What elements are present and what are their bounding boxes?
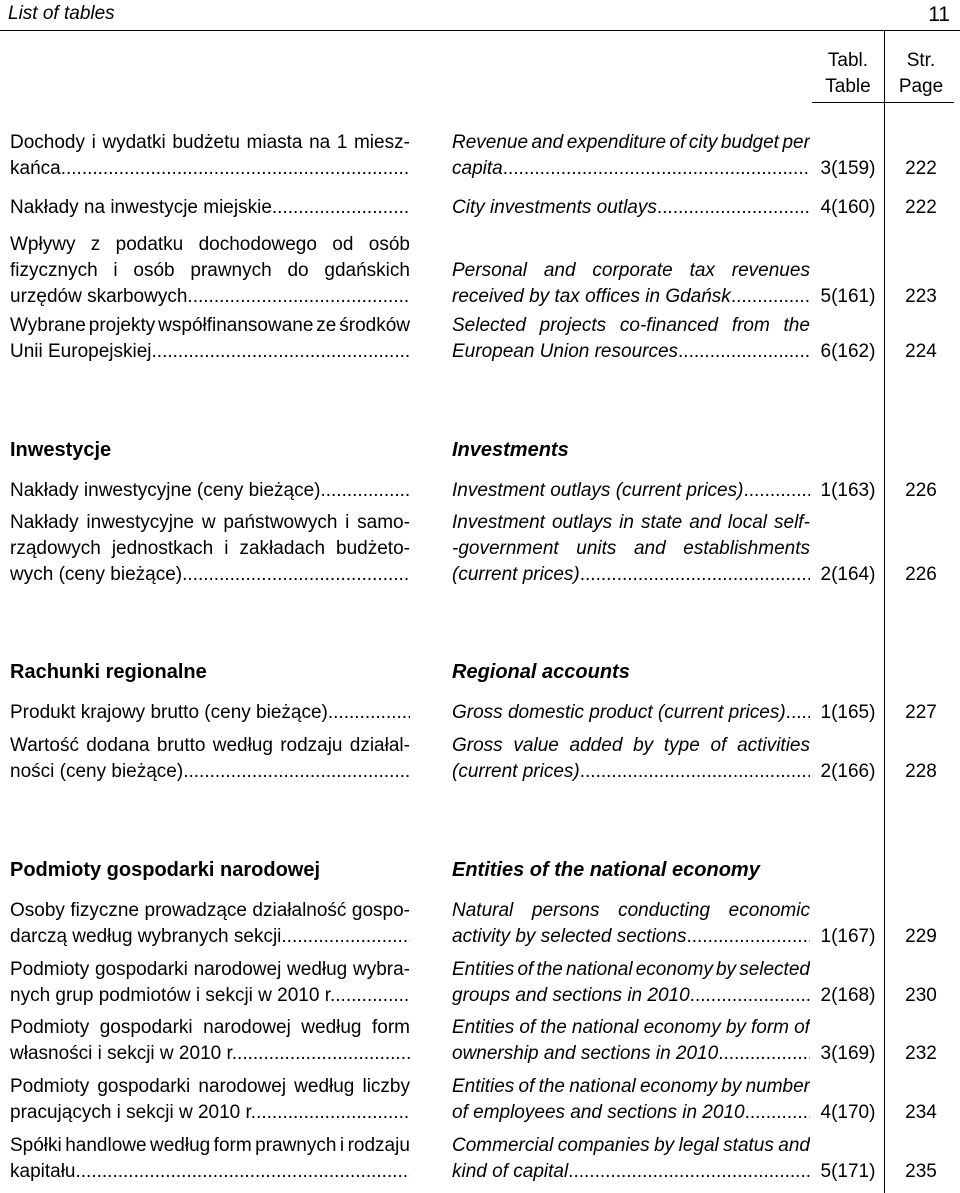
entry-line: -government units and establishments: [452, 538, 810, 559]
dot-leader: [152, 339, 410, 365]
entry-title-pl: [10, 130, 410, 182]
entry-title-en: [452, 1133, 810, 1185]
column-header-rule: [812, 102, 954, 103]
entry-line: (current prices) .....: [452, 759, 810, 785]
entry-title-pl: [10, 478, 410, 504]
entry-title-en: [452, 957, 810, 1009]
dot-leader: [786, 700, 810, 726]
page-reference: 222: [905, 197, 937, 218]
entry-line: City investments outlays .....: [452, 195, 810, 221]
dot-leader: [328, 700, 410, 726]
entry-title-en: [452, 258, 810, 310]
table-entry: [0, 700, 960, 726]
entry-title-en: [452, 733, 810, 785]
table-number: 1(167): [820, 926, 876, 947]
entry-line: nych grup podmiotów i sekcji w 2010 r. .....: [10, 983, 410, 1009]
page-reference: 235: [905, 1161, 937, 1182]
dot-leader: [690, 983, 810, 1009]
entry-line: urzędów skarbowych .....: [10, 284, 410, 310]
dot-leader: [281, 924, 410, 950]
entry-line: Unii Europejskiej .....: [10, 339, 410, 365]
table-number: 1(165): [820, 702, 876, 723]
entry-line: Personal and corporate tax revenues: [452, 260, 810, 281]
page-reference: 232: [905, 1043, 937, 1064]
page-reference: 230: [905, 985, 937, 1006]
table-number: 4(160): [820, 197, 876, 218]
page-reference: 227: [905, 702, 937, 723]
entry-line: Wpływy z podatku dochodowego od osób: [10, 234, 410, 255]
dot-leader: [745, 1100, 810, 1126]
entry-title-pl: [10, 733, 410, 785]
entry-title-pl: [10, 232, 410, 310]
table-entry: [0, 1015, 960, 1067]
page-number: 11: [928, 3, 950, 26]
table-number: 5(171): [820, 1161, 876, 1182]
entry-line: darczą według wybranych sekcji .....: [10, 924, 410, 950]
entry-line: kańca .....: [10, 156, 410, 182]
dot-leader: [76, 1159, 411, 1185]
page-header: [0, 0, 960, 31]
table-number: 3(169): [820, 1043, 876, 1064]
table-entry: [0, 195, 960, 221]
entry-line: Wybrane projekty współfinansowane ze środków: [10, 315, 410, 336]
entry-line: Revenue and expenditure of city budget per: [452, 132, 810, 153]
entry-line: rządowych jednostkach i zakładach budżeto-: [10, 538, 410, 559]
entry-line: wych (ceny bieżące) .....: [10, 562, 410, 588]
dot-leader: [731, 284, 810, 310]
section-title-en: Regional accounts: [452, 661, 630, 683]
entry-line: Commercial companies by legal status and: [452, 1135, 810, 1156]
table-number: 2(168): [820, 985, 876, 1006]
section-title-en: Entities of the national economy: [452, 859, 760, 881]
table-number: 1(163): [820, 480, 876, 501]
dot-leader: [61, 156, 410, 182]
page-reference: 234: [905, 1102, 937, 1123]
table-number: 4(170): [820, 1102, 876, 1123]
table-entry: [0, 957, 960, 1009]
section-title-pl: Podmioty gospodarki narodowej: [10, 859, 321, 881]
dot-leader: [183, 759, 410, 785]
dot-leader: [320, 478, 410, 504]
entry-line: European Union resources .....: [452, 339, 810, 365]
running-title: List of tables: [8, 3, 115, 24]
table-entry: [0, 313, 960, 365]
entry-line: ności (ceny bieżące) .....: [10, 759, 410, 785]
dot-leader: [182, 562, 410, 588]
entry-line: Entities of the national economy by selected: [452, 959, 810, 980]
page-reference: 226: [905, 564, 937, 585]
entry-line: (current prices) .....: [452, 562, 810, 588]
table-entry: [0, 898, 960, 950]
entry-title-pl: [10, 1074, 410, 1126]
entry-line: własności i sekcji w 2010 r. .....: [10, 1041, 410, 1067]
entry-line: groups and sections in 2010 .....: [452, 983, 810, 1009]
dot-leader: [678, 339, 810, 365]
dot-leader: [743, 478, 810, 504]
entry-line: Nakłady na inwestycje miejskie .....: [10, 195, 410, 221]
entry-line: Investment outlays (current prices) .....: [452, 478, 810, 504]
page-reference: 222: [905, 158, 937, 179]
entry-line: pracujących i sekcji w 2010 r. .....: [10, 1100, 410, 1126]
table-entry: [0, 478, 960, 504]
entry-line: Spółki handlowe według form prawnych i rodzaju: [10, 1135, 410, 1156]
table-number: 2(166): [820, 761, 876, 782]
entry-line: Osoby fizyczne prowadzące działalność gospo-: [10, 900, 410, 921]
entry-line: Gross domestic product (current prices) .....: [452, 700, 810, 726]
entry-title-en: [452, 195, 810, 221]
entry-line: Podmioty gospodarki narodowej według liczby: [10, 1076, 410, 1097]
entry-title-pl: [10, 1133, 410, 1185]
dot-leader: [718, 1041, 810, 1067]
table-entry: [0, 510, 960, 588]
entry-line: of employees and sections in 2010 .....: [452, 1100, 810, 1126]
entry-title-en: [452, 130, 810, 182]
entry-line: Nakłady inwestycyjne w państwowych i samo-: [10, 512, 410, 533]
entry-line: Natural persons conducting economic: [452, 900, 810, 921]
entry-line: capita .....: [452, 156, 810, 182]
entry-title-en: [452, 478, 810, 504]
dot-leader: [568, 1159, 810, 1185]
entry-line: received by tax offices in Gdańsk .....: [452, 284, 810, 310]
dot-leader: [503, 156, 810, 182]
table-number: 3(159): [820, 158, 876, 179]
page-reference: 229: [905, 926, 937, 947]
entry-line: Gross value added by type of activities: [452, 735, 810, 756]
entry-title-pl: [10, 700, 410, 726]
entry-title-en: [452, 313, 810, 365]
entry-line: activity by selected sections .....: [452, 924, 810, 950]
entry-line: Produkt krajowy brutto (ceny bieżące) .....: [10, 700, 410, 726]
entry-title-en: [452, 1015, 810, 1067]
dot-leader: [256, 1100, 410, 1126]
dot-leader: [580, 759, 810, 785]
table-number: 5(161): [820, 286, 876, 307]
table-number: 2(164): [820, 564, 876, 585]
table-entry: [0, 1074, 960, 1126]
section-title-pl: Rachunki regionalne: [10, 661, 207, 683]
column-header-page: Str. Page: [898, 50, 944, 97]
entry-line: fizycznych i osób prawnych do gdańskich: [10, 260, 410, 281]
entry-line: Wartość dodana brutto według rodzaju działal-: [10, 735, 410, 756]
page-reference: 223: [905, 286, 937, 307]
entry-line: Podmioty gospodarki narodowej według form: [10, 1017, 410, 1038]
dot-leader: [657, 195, 810, 221]
page-reference: 224: [905, 341, 937, 362]
page-reference: 226: [905, 480, 937, 501]
section-title-pl: Inwestycje: [10, 439, 112, 461]
entry-line: Podmioty gospodarki narodowej według wybra-: [10, 959, 410, 980]
dot-leader: [237, 1041, 410, 1067]
entry-line: kind of capital .....: [452, 1159, 810, 1185]
column-header-table: Tabl. Table: [825, 50, 871, 97]
dot-leader: [580, 562, 810, 588]
table-entry: [0, 733, 960, 785]
entry-title-en: [452, 898, 810, 950]
section-title-en: Investments: [452, 439, 569, 461]
dot-leader: [686, 924, 810, 950]
entry-title-pl: [10, 510, 410, 588]
entry-line: ownership and sections in 2010 .....: [452, 1041, 810, 1067]
entry-line: Entities of the national economy by number: [452, 1076, 810, 1097]
entry-title-pl: [10, 1015, 410, 1067]
entry-title-pl: [10, 195, 410, 221]
dot-leader: [335, 983, 410, 1009]
entry-title-pl: [10, 957, 410, 1009]
table-entry: [0, 232, 960, 310]
entry-line: Selected projects co-financed from the: [452, 315, 810, 336]
dot-leader: [272, 195, 410, 221]
entry-title-en: [452, 700, 810, 726]
page-reference: 228: [905, 761, 937, 782]
entry-title-pl: [10, 313, 410, 365]
entry-line: Entities of the national economy by form of: [452, 1017, 810, 1038]
entry-line: Dochody i wydatki budżetu miasta na 1 miesz-: [10, 132, 410, 153]
dot-leader: [187, 284, 410, 310]
entry-line: kapitału .....: [10, 1159, 410, 1185]
entry-line: Investment outlays in state and local self-: [452, 512, 810, 533]
table-entry: [0, 1133, 960, 1185]
entry-title-pl: [10, 898, 410, 950]
entry-title-en: [452, 1074, 810, 1126]
table-entry: [0, 130, 960, 182]
entry-line: Nakłady inwestycyjne (ceny bieżące) .....: [10, 478, 410, 504]
table-number: 6(162): [820, 341, 876, 362]
entry-title-en: [452, 510, 810, 588]
